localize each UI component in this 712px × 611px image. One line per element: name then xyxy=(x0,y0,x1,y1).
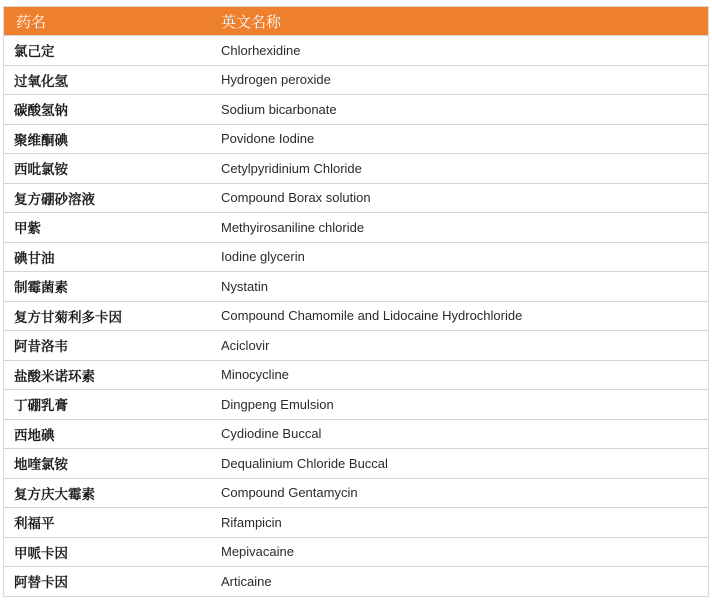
drug-name-table xyxy=(3,6,709,597)
drug-name-cn: 复方庆大霉素 xyxy=(4,478,211,508)
drug-name-en: Hydrogen peroxide xyxy=(211,65,708,95)
drug-name-cn: 甲紫 xyxy=(4,213,211,243)
table-row xyxy=(4,272,708,302)
table-row xyxy=(4,390,708,420)
table-row xyxy=(4,124,708,154)
table-row xyxy=(4,449,708,479)
drug-name-cn: 制霉菌素 xyxy=(4,272,211,302)
table-header xyxy=(4,7,708,36)
drug-name-en: Sodium bicarbonate xyxy=(211,95,708,125)
drug-name-cn: 碘甘油 xyxy=(4,242,211,272)
drug-name-cn: 丁硼乳膏 xyxy=(4,390,211,420)
table-row xyxy=(4,36,708,66)
table-row xyxy=(4,537,708,567)
drug-name-cn: 盐酸米诺环素 xyxy=(4,360,211,390)
drug-name-en: Iodine glycerin xyxy=(211,242,708,272)
drug-name-cn: 地喹氯铵 xyxy=(4,449,211,479)
table-row xyxy=(4,95,708,125)
drug-name-cn: 西吡氯铵 xyxy=(4,154,211,184)
drug-name-cn: 西地碘 xyxy=(4,419,211,449)
drug-name-cn: 过氧化氢 xyxy=(4,65,211,95)
drug-name-cn: 阿替卡因 xyxy=(4,567,211,596)
drug-name-en: Cydiodine Buccal xyxy=(211,419,708,449)
drug-name-en: Povidone Iodine xyxy=(211,124,708,154)
drug-name-cn: 阿昔洛韦 xyxy=(4,331,211,361)
drug-name-en: Compound Borax solution xyxy=(211,183,708,213)
drug-name-en: Dingpeng Emulsion xyxy=(211,390,708,420)
table-row xyxy=(4,213,708,243)
drug-name-en: Articaine xyxy=(211,567,708,596)
drug-name-cn: 聚维酮碘 xyxy=(4,124,211,154)
drug-name-en: Rifampicin xyxy=(211,508,708,538)
table-row xyxy=(4,301,708,331)
table-row xyxy=(4,331,708,361)
table-body xyxy=(4,36,708,596)
table-row xyxy=(4,567,708,596)
header-drug-name: 药名 xyxy=(4,7,211,36)
drug-name-cn: 甲哌卡因 xyxy=(4,537,211,567)
table-row xyxy=(4,183,708,213)
drug-name-en: Methyirosaniline chloride xyxy=(211,213,708,243)
table-row xyxy=(4,360,708,390)
drug-name-en: Nystatin xyxy=(211,272,708,302)
table-row xyxy=(4,154,708,184)
drug-table xyxy=(4,7,708,596)
table-row xyxy=(4,508,708,538)
table-row xyxy=(4,242,708,272)
table-row xyxy=(4,419,708,449)
drug-name-cn: 碳酸氢钠 xyxy=(4,95,211,125)
drug-name-en: Chlorhexidine xyxy=(211,36,708,66)
table-row xyxy=(4,478,708,508)
drug-name-en: Mepivacaine xyxy=(211,537,708,567)
drug-name-cn: 复方甘菊利多卡因 xyxy=(4,301,211,331)
drug-name-cn: 氯己定 xyxy=(4,36,211,66)
drug-name-en: Minocycline xyxy=(211,360,708,390)
drug-name-en: Dequalinium Chloride Buccal xyxy=(211,449,708,479)
drug-name-en: Compound Chamomile and Lidocaine Hydrochloride xyxy=(211,301,708,331)
drug-name-cn: 复方硼砂溶液 xyxy=(4,183,211,213)
drug-name-en: Aciclovir xyxy=(211,331,708,361)
drug-name-en: Compound Gentamycin xyxy=(211,478,708,508)
table-row xyxy=(4,65,708,95)
drug-name-cn: 利福平 xyxy=(4,508,211,538)
drug-name-en: Cetylpyridinium Chloride xyxy=(211,154,708,184)
header-row xyxy=(4,7,708,36)
header-english-name: 英文名称 xyxy=(211,7,708,36)
